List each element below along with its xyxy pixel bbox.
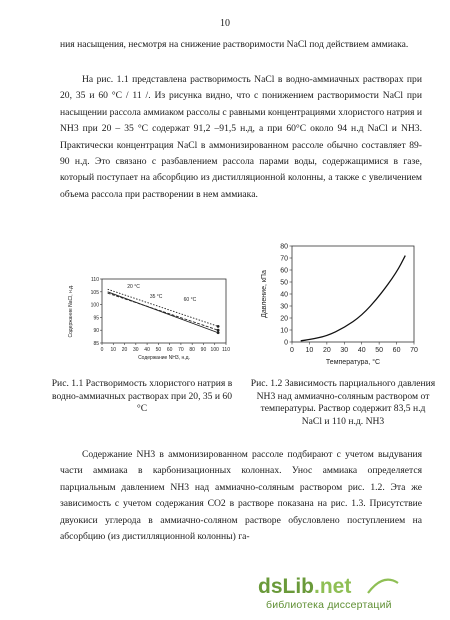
chart1-series-line: [108, 292, 218, 333]
chart1-series-label: 20 °С: [127, 283, 140, 290]
chart2-y-tick-label: 40: [280, 291, 288, 299]
figure-1-1-caption: Рис. 1.1 Растворимость хлористого натрия в водно-аммиачных растворах при 20, 35 и 60 °С: [51, 378, 233, 414]
chart2-frame: [292, 246, 414, 342]
chart2-y-tick-label: 0: [284, 339, 288, 347]
paragraph-3: Содержание NH3 в аммонизированном рассоле подбирают с учетом выдувания части аммиака в карбонизационных колоннах. Унос аммиака определяется парциальным давлением NH3 над аммиачно-соляным раствором рис. 1.2. Эта же зависимость с учетом содержания CO2 в растворе показана на рис. 1.3. Присутствие двуокиси углерода в аммиачно-соляном растворе обусловлено поступлением на абсорбцию (из дистилляционной колонны) га-: [60, 449, 422, 543]
chart2-y-tick-label: 60: [280, 267, 288, 275]
pressure-chart: [258, 238, 428, 374]
chart1-x-tick-label: 20: [121, 347, 128, 353]
chart2-series-curve: [301, 256, 406, 341]
chart2-y-tick-label: 70: [280, 255, 288, 263]
chart1-y-axis-label: Содержание NaCl, н.д.: [68, 284, 74, 338]
chart2-y-tick-label: 10: [280, 327, 288, 335]
chart1-x-tick-label: 0: [100, 347, 104, 353]
paragraph-2: На рис. 1.1 представлена растворимость NaCl в водно-аммиачных растворах при 20, 35 и 60 °С / 11 /. Из рисунка видно, что с понижением растворимости NaCl при насыщении рассола аммиаком рассолы с равными концентрациями хлористого натрия и NH3 при 20 – 35 °С содержат 91,2 –91,5 н.д, а при 60°С около 94 н.д NaCl и NH3. Практически концентрация NaCl в аммонизированном рассоле обычно составляет 89-90 н.д. Это связано с разбавлением рассола парами воды, содержащимися в газе, который поступает на абсорбцию из дистилляционной колонны, а также с увеличением объема рассола при растворении в нем аммиака.: [60, 74, 422, 200]
figure-1-2-caption: Рис. 1.2 Зависимость парциального давления NH3 над аммиачно-соляным раствором от температуры. Раствор содержит 83,5 н.д NaCl и 110 н.д. NH3: [250, 378, 436, 427]
chart2-x-tick-label: 0: [290, 347, 294, 354]
chart2-x-axis-label: Температура, °С: [325, 359, 381, 366]
watermark-swoosh-icon: [366, 577, 400, 597]
figure-1-1: [56, 271, 236, 373]
chart1-end-point: [217, 331, 220, 334]
chart2-y-tick-label: 80: [280, 243, 288, 251]
chart2-x-tick-label: 10: [305, 347, 314, 354]
chart1-x-tick-label: 80: [189, 347, 195, 353]
watermark-logo: dsLib.net: [258, 575, 352, 598]
chart1-x-tick-label: 90: [200, 347, 207, 353]
chart1-x-tick-label: 110: [222, 347, 230, 353]
chart1-x-axis-label: Содержание NH3, н.д.: [138, 355, 190, 361]
chart1-y-tick-label: 90: [93, 328, 99, 335]
chart1-x-tick-label: 10: [110, 347, 117, 353]
chart1-x-tick-label: 60: [166, 347, 173, 353]
chart2-x-tick-label: 60: [392, 347, 401, 354]
chart1-y-tick-label: 105: [90, 289, 99, 296]
chart1-x-tick-label: 30: [133, 347, 139, 353]
dslib-watermark: [258, 575, 446, 617]
chart2-y-tick-label: 20: [280, 315, 288, 323]
chart1-frame: [102, 279, 226, 343]
chart2-x-tick-label: 40: [357, 347, 366, 354]
chart1-y-tick-label: 95: [93, 315, 99, 322]
chart2-x-tick-label: 20: [322, 347, 331, 354]
chart1-y-tick-label: 110: [91, 277, 99, 283]
chart2-y-tick-label: 50: [280, 279, 288, 287]
chart2-x-tick-label: 30: [340, 347, 349, 354]
chart1-x-tick-label: 70: [178, 347, 184, 353]
page-number: 10: [220, 18, 230, 29]
chart1-series-line: [108, 293, 218, 330]
figure-1-2: [258, 238, 428, 374]
chart1-x-tick-label: 50: [155, 347, 162, 353]
chart1-end-point: [217, 329, 220, 332]
watermark-subtitle: библиотека диссертаций: [266, 599, 392, 611]
chart2-y-axis-label: Давление, кПа: [261, 270, 268, 318]
paragraph-1: ния насыщения, несмотря на снижение растворимости NaCl под действием аммиака.: [60, 39, 409, 50]
chart1-y-tick-label: 100: [90, 302, 99, 309]
solubility-chart: [56, 271, 236, 373]
chart2-x-tick-label: 50: [375, 347, 384, 354]
chart2-y-tick-label: 30: [280, 303, 288, 311]
chart1-series-label: 35 °С: [149, 294, 163, 301]
chart1-series-line: [108, 289, 218, 326]
chart2-x-tick-label: 70: [410, 347, 418, 354]
chart1-y-tick-label: 85: [93, 341, 99, 347]
chart1-x-tick-label: 40: [144, 347, 150, 353]
chart1-series-label: 60 °С: [183, 296, 197, 303]
chart1-x-tick-label: 100: [210, 347, 219, 353]
chart1-end-point: [217, 325, 220, 328]
